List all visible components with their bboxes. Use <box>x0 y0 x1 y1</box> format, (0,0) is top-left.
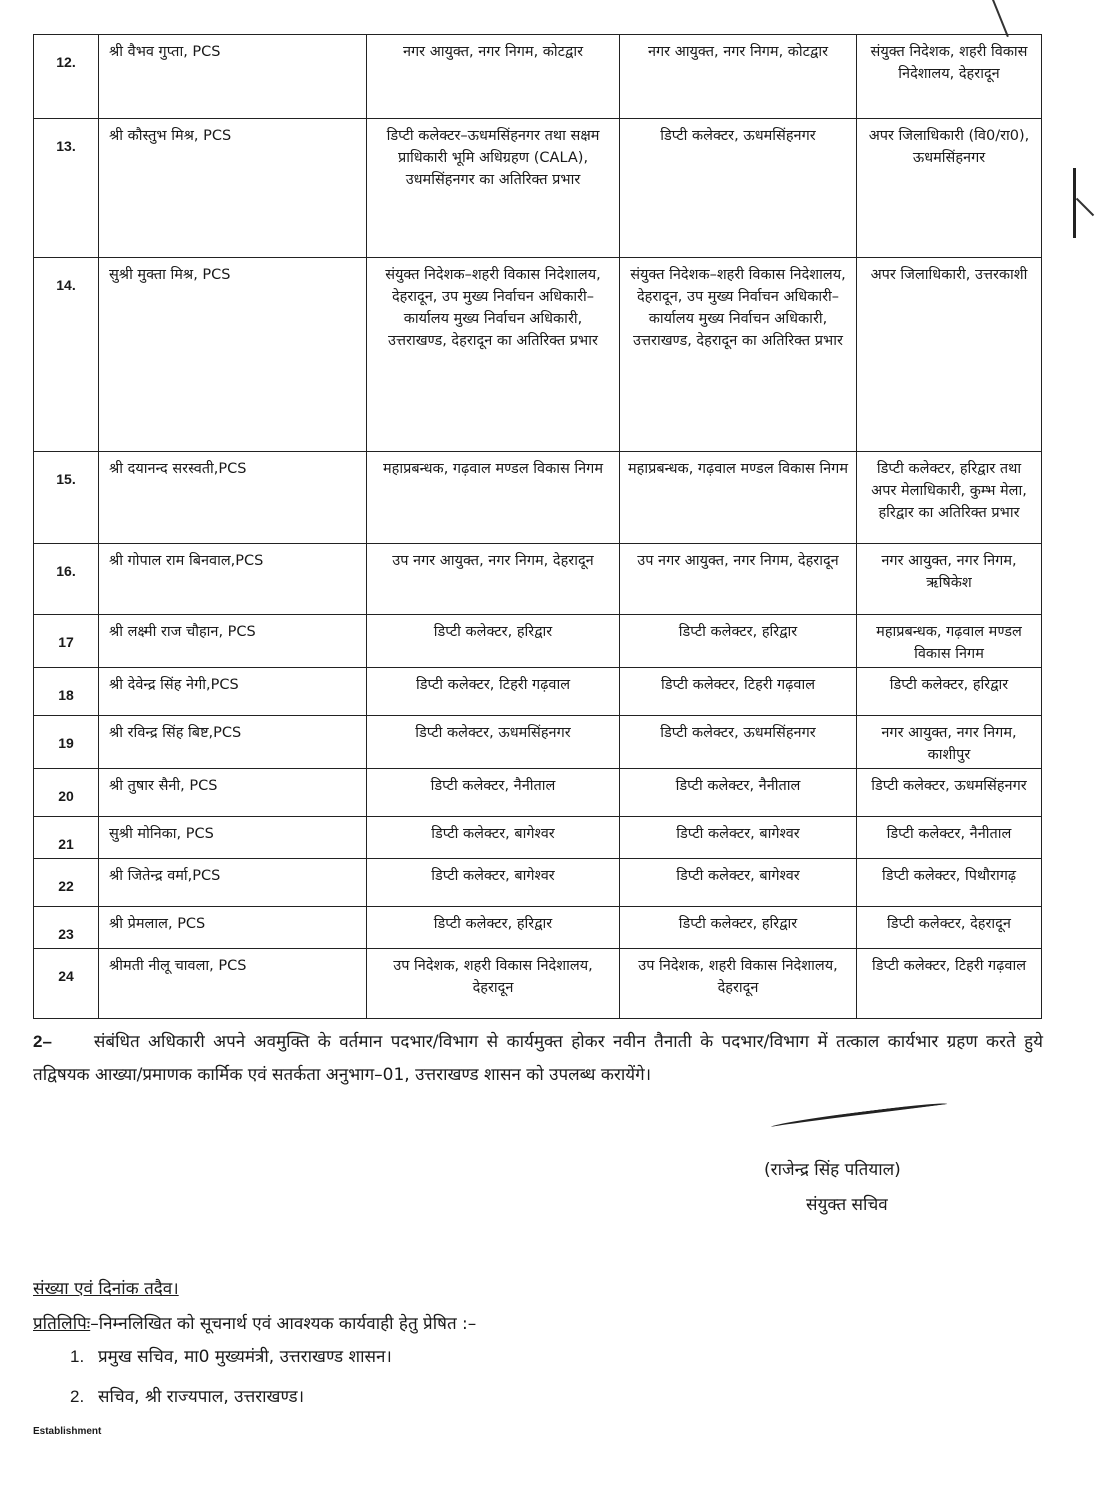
current-post-cell: डिप्टी कलेक्टर, नैनीताल <box>367 769 620 817</box>
officer-name-cell: सुश्री मोनिका, PCS <box>99 817 367 859</box>
new-post-cell: डिप्टी कलेक्टर, टिहरी गढ़वाल <box>857 949 1042 1019</box>
relieved-post-cell: डिप्टी कलेक्टर, ऊधमसिंहनगर <box>620 716 857 769</box>
officer-name-cell: श्री गोपाल राम बिनवाल,PCS <box>99 544 367 615</box>
serial-cell: 15. <box>34 452 99 544</box>
serial-cell: 18 <box>34 668 99 716</box>
table-row <box>34 907 1042 949</box>
relieved-post-cell: डिप्टी कलेक्टर, हरिद्वार <box>620 615 857 668</box>
new-post-cell: डिप्टी कलेक्टर, पिथौरागढ़ <box>857 859 1042 907</box>
officer-name-cell: श्री प्रेमलाल, PCS <box>99 907 367 949</box>
serial-cell: 12. <box>34 35 99 119</box>
new-post-cell: संयुक्त निदेशक, शहरी विकास निदेशालय, देहरादून <box>857 35 1042 119</box>
current-post-cell: उप निदेशक, शहरी विकास निदेशालय, देहरादून <box>367 949 620 1019</box>
serial-cell: 21 <box>34 817 99 859</box>
copy-to-heading <box>33 1311 476 1334</box>
new-post-cell: अपर जिलाधिकारी (वि0/रा0), ऊधमसिंहनगर <box>857 119 1042 258</box>
signature-stroke <box>770 1101 948 1130</box>
list-item-text: सचिव, श्री राज्यपाल, उत्तराखण्ड। <box>98 1387 305 1407</box>
list-item-number: 1. <box>70 1347 85 1366</box>
serial-cell: 17 <box>34 615 99 668</box>
table-row <box>34 544 1042 615</box>
current-post-cell: डिप्टी कलेक्टर, बागेश्वर <box>367 859 620 907</box>
list-item-text: प्रमुख सचिव, मा0 मुख्यमंत्री, उत्तराखण्ड शासन। <box>98 1347 392 1367</box>
relieved-post-cell: डिप्टी कलेक्टर, हरिद्वार <box>620 907 857 949</box>
current-post-cell: उप नगर आयुक्त, नगर निगम, देहरादून <box>367 544 620 615</box>
relieved-post-cell: नगर आयुक्त, नगर निगम, कोटद्वार <box>620 35 857 119</box>
current-post-cell: महाप्रबन्धक, गढ़वाल मण्डल विकास निगम <box>367 452 620 544</box>
current-post-cell: डिप्टी कलेक्टर, ऊधमसिंहनगर <box>367 716 620 769</box>
relieved-post-cell: उप नगर आयुक्त, नगर निगम, देहरादून <box>620 544 857 615</box>
relieved-post-cell: डिप्टी कलेक्टर, नैनीताल <box>620 769 857 817</box>
new-post-cell: नगर आयुक्त, नगर निगम, ऋषिकेश <box>857 544 1042 615</box>
new-post-cell: महाप्रबन्धक, गढ़वाल मण्डल विकास निगम <box>857 615 1042 668</box>
officer-name-cell: श्री लक्ष्मी राज चौहान, PCS <box>99 615 367 668</box>
current-post-cell: डिप्टी कलेक्टर, बागेश्वर <box>367 817 620 859</box>
table-row <box>34 35 1042 119</box>
margin-pen-mark <box>1076 198 1094 216</box>
margin-pen-mark <box>992 0 1009 37</box>
new-post-cell: नगर आयुक्त, नगर निगम, काशीपुर <box>857 716 1042 769</box>
table-row <box>34 615 1042 668</box>
signatory-designation: संयुक्त सचिव <box>806 1195 888 1215</box>
current-post-cell: नगर आयुक्त, नगर निगम, कोटद्वार <box>367 35 620 119</box>
paragraph-number: 2– <box>33 1032 52 1051</box>
reference-line: संख्या एवं दिनांक तदैव। <box>33 1279 179 1299</box>
serial-cell: 19 <box>34 716 99 769</box>
officer-name-cell: श्री वैभव गुप्ता, PCS <box>99 35 367 119</box>
list-item <box>70 1377 392 1417</box>
posting-table <box>33 34 1042 1019</box>
relieved-post-cell: उप निदेशक, शहरी विकास निदेशालय, देहरादून <box>620 949 857 1019</box>
new-post-cell: डिप्टी कलेक्टर, देहरादून <box>857 907 1042 949</box>
officer-name-cell: श्री कौस्तुभ मिश्र, PCS <box>99 119 367 258</box>
officer-name-cell: श्री देवेन्द्र सिंह नेगी,PCS <box>99 668 367 716</box>
current-post-cell: डिप्टी कलेक्टर, हरिद्वार <box>367 615 620 668</box>
table-row <box>34 859 1042 907</box>
footer-label: Establishment <box>33 1426 102 1437</box>
list-item-number: 2. <box>70 1387 85 1406</box>
copy-to-list <box>70 1337 392 1417</box>
relieved-post-cell: महाप्रबन्धक, गढ़वाल मण्डल विकास निगम <box>620 452 857 544</box>
serial-cell: 16. <box>34 544 99 615</box>
table-row <box>34 258 1042 452</box>
new-post-cell: डिप्टी कलेक्टर, हरिद्वार तथा अपर मेलाधिकारी, कुम्भ मेला, हरिद्वार का अतिरिक्त प्रभार <box>857 452 1042 544</box>
serial-cell: 24 <box>34 949 99 1019</box>
new-post-cell: डिप्टी कलेक्टर, नैनीताल <box>857 817 1042 859</box>
serial-cell: 23 <box>34 907 99 949</box>
table-row <box>34 817 1042 859</box>
signatory-name: (राजेन्द्र सिंह पतियाल) <box>764 1160 901 1180</box>
new-post-cell: डिप्टी कलेक्टर, हरिद्वार <box>857 668 1042 716</box>
relieved-post-cell: डिप्टी कलेक्टर, बागेश्वर <box>620 859 857 907</box>
table-row <box>34 119 1042 258</box>
new-post-cell: अपर जिलाधिकारी, उत्तरकाशी <box>857 258 1042 452</box>
current-post-cell: डिप्टी कलेक्टर, टिहरी गढ़वाल <box>367 668 620 716</box>
officer-name-cell: श्री जितेन्द्र वर्मा,PCS <box>99 859 367 907</box>
paragraph-2 <box>33 1025 1043 1092</box>
officer-name-cell: श्री तुषार सैनी, PCS <box>99 769 367 817</box>
list-item <box>70 1337 392 1377</box>
serial-cell: 20 <box>34 769 99 817</box>
table-row <box>34 716 1042 769</box>
current-post-cell: डिप्टी कलेक्टर, हरिद्वार <box>367 907 620 949</box>
serial-cell: 14. <box>34 258 99 452</box>
officer-name-cell: श्री दयानन्द सरस्वती,PCS <box>99 452 367 544</box>
posting-table-body <box>34 35 1042 1019</box>
table-row <box>34 949 1042 1019</box>
serial-cell: 13. <box>34 119 99 258</box>
copy-label: प्रतिलिपिः <box>33 1314 91 1334</box>
current-post-cell: डिप्टी कलेक्टर–ऊधमसिंहनगर तथा सक्षम प्राधिकारी भूमि अधिग्रहण (CALA), उधमसिंहनगर का अतिरिक्त प्रभार <box>367 119 620 258</box>
margin-pen-mark <box>1073 168 1076 238</box>
relieved-post-cell: डिप्टी कलेक्टर, टिहरी गढ़वाल <box>620 668 857 716</box>
paragraph-text: संबंधित अधिकारी अपने अवमुक्ति के वर्तमान पदभार/विभाग से कार्यमुक्त होकर नवीन तैनाती के पदभार/विभाग में तत्काल कार्यभार ग्रहण करते हुये तद्विषयक आख्या/प्रमाणक कार्मिक एवं सतर्कता अनुभाग–01, उत्तराखण्ड शासन को उपलब्ध करायेंगे। <box>33 1032 1043 1085</box>
copy-text: –निम्नलिखित को सूचनार्थ एवं आवश्यक कार्यवाही हेतु प्रेषित :– <box>90 1314 477 1334</box>
relieved-post-cell: डिप्टी कलेक्टर, ऊधमसिंहनगर <box>620 119 857 258</box>
relieved-post-cell: डिप्टी कलेक्टर, बागेश्वर <box>620 817 857 859</box>
table-row <box>34 668 1042 716</box>
officer-name-cell: श्रीमती नीलू चावला, PCS <box>99 949 367 1019</box>
new-post-cell: डिप्टी कलेक्टर, ऊधमसिंहनगर <box>857 769 1042 817</box>
current-post-cell: संयुक्त निदेशक–शहरी विकास निदेशालय, देहरादून, उप मुख्य निर्वाचन अधिकारी–कार्यालय मुख्य निर्वाचन अधिकारी, उत्तराखण्ड, देहरादून का अतिरिक्त प्रभार <box>367 258 620 452</box>
relieved-post-cell: संयुक्त निदेशक–शहरी विकास निदेशालय, देहरादून, उप मुख्य निर्वाचन अधिकारी–कार्यालय मुख्य निर्वाचन अधिकारी, उत्तराखण्ड, देहरादून का अतिरिक्त प्रभार <box>620 258 857 452</box>
officer-name-cell: सुश्री मुक्ता मिश्र, PCS <box>99 258 367 452</box>
table-row <box>34 769 1042 817</box>
table-row <box>34 452 1042 544</box>
serial-cell: 22 <box>34 859 99 907</box>
officer-name-cell: श्री रविन्द्र सिंह बिष्ट,PCS <box>99 716 367 769</box>
